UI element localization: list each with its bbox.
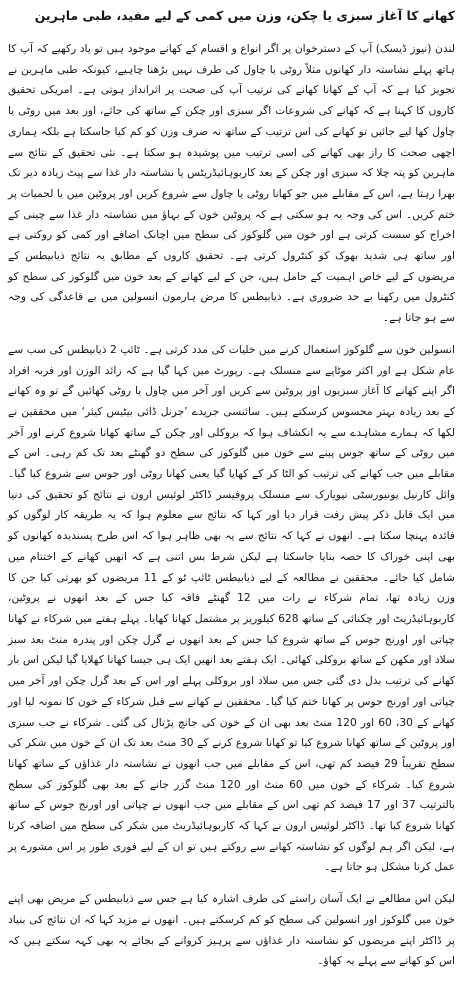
article-paragraph: انسولین خون سے گلوکوز استعمال کرنے میں خلیات کی مدد کرتی ہے۔ ٹائپ 2 ذیابیطس کی سب سے عام شکل ہے اور اکثر موٹاپے سے منسلک ہے۔ رپورٹ میں کہا گیا ہے کہ زائد الوزن اور فربہ افراد اگر اپنے کھانے کا آغاز سبزیوں اور پروٹین سے کریں اور آخر میں چاول یا روٹی کھائیں گے تو وہ کھانے کے بعد زیادہ بہتر محسوس کرسکتے ہیں۔ سائنسی جریدے ’جرنل ڈائی بیٹیس کیئر‘ میں محققین نے لکھا کہ ہمارے مشاہدے سے یہ انکشاف ہوا کہ بروکلی اور چکن کے ساتھ کھانا شروع کرنے اور آخر میں روٹی کے ساتھ جوس پینے سے خون میں گلوکوز کی سطح دو گھنٹے بعد تک کم رہی۔ اس کے مقابلے میں جب کھانے کی ترتیب کو الٹا کر کے کھایا گیا یعنی کھانا روٹی اور جوس سے شروع کیا گیا۔ وائل کارنیل یونیورسٹی نیویارک سے منسلک پروفیسر ڈاکٹر لوئیس ارون نے نتائج کو تحقیق کی دنیا میں ایک قابل ذکر پیش رفت قرار دیا اور کہا کہ نتائج سے معلوم ہوا کہ یہ طریقہ کار لوگوں کو فائدہ پہنچا سکتا ہے۔ انھوں نے کہا کہ نتائج سے یہ بھی ظاہر ہوا کہ اس طرح پسندیدہ کھانوں کو بھی اپنی خوراک کا حصہ بنایا جاسکتا ہے لیکن شرط بس اتنی ہے کہ انھیں کھانے کے اختتام میں شامل کیا جائے۔ محققین نے مطالعہ کے لیے ذیابیطس ٹائپ ٹو کے 11 مریضوں کو بھرتی کیا جن کا وزن زیادہ تھا، تمام شرکاء نے رات میں 12 گھنٹے فاقہ کیا جس کے بعد انھوں نے پروٹین، کاربوہائیڈریٹ اور چکنائی کے ساتھ 628 کیلوریز پر مشتمل کھانا کھایا۔ پہلے ہفتے میں شرکاء نے کھانا چپاتی اور اورنج جوس کے ساتھ شروع کیا جس کے بعد انھوں نے گرل چکن اور پندرہ منٹ بعد سبز سلاد اور مکھن کے ساتھ بروکلی کھائی۔ ایک ہفتے بعد انھیں ایک ہی جیسا کھانا کھلایا گیا لیکن اس بار کھانے کی ترتیب بدل دی گئی جس میں سلاد اور بروکلی پہلے اور اس کے بعد گرل چکن اور آخر میں چپاتی اور اورنج جوس پر کھانا ختم کیا گیا۔ محققین نے کھانے سے قبل شرکاء کے خون کا نمونہ لیا اور کھانے کے 30، 60 اور 120 منٹ بعد بھی ان کے خون کی جانچ پڑتال کی گئی۔ شرکاء نے جب سبزی اور پروٹین کے ساتھ کھانا شروع کیا تو کھانا شروع کرنے کے 30 منٹ بعد تک ان کے خون میں شکر کی سطح تقریباً 29 فیصد کم تھی، اس کے مقابلے میں جب انھوں نے نشاستہ دار غذاؤں کے ساتھ کھانا شروع کیا۔ شرکاء کے خون میں 60 منٹ اور 120 منٹ گزر جانے کے بعد بھی گلوکوز کی سطح بالترتیب 37 اور 17 فیصد کم تھی اس کے مقابلے میں جب انھوں نے چپاتی اور اورنج جوس کے ساتھ کھانا شروع کیا تھا۔ ڈاکٹر لوئیس ارون نے کہا کہ کاربوہائیڈریٹ میں شکر کی سطح میں اضافہ کرتا ہے، لیکن اگر ہم لوگوں کو نشاستہ کھانے سے روکتے ہیں تو ان کے لیے فوری طور پر اس مشورے پر عمل کرنا مشکل ہو جاتا ہے۔ xyxy=(8,342,455,874)
article-body xyxy=(8,39,455,972)
article-paragraph: لیکن اس مطالعے نے ایک آسان راستے کی طرف اشارہ کیا ہے جس سے ذیابیطس کے مریض بھی اپنے خون میں گلوکوز اور انسولین کی سطح کو کم کرسکتے ہیں۔ انھوں نے مزید کہا کہ ان نتائج کی بنیاد پر ڈاکٹر اپنے مریضوں کو نشاستہ دار غذاؤں سے پرہیز کروانے کے بجائے یہ بھی کہہ سکتے ہیں کہ اس کو کھانے سے پہلے یہ کھاؤ۔ xyxy=(8,892,455,968)
article-paragraph: لندن (نیوز ڈیسک) آپ کے دسترخوان پر اگر انواع و اقسام کے کھانے موجود ہیں تو یاد رکھیے کہ آپ کا ہاتھ پہلے نشاستہ دار کھانوں مثلاً روٹی یا چاول کی طرف نہیں بڑھنا چاہیے، کیونکہ طبی ماہرین نے تجویز کیا ہے کہ آپ کے کھانا کھانے کی ترتیب آپ کی صحت پر اثرانداز ہوتی ہے۔ امریکی تحقیق کاروں کا کہنا ہے کہ کھانے کی شروعات اگر سبزی اور چکن کے ساتھ کی جائے، اور بعد میں روٹی یا چاول کھا لیے جائیں تو کھانے کی اس ترتیب کے ساتھ نہ صرف وزن کو کم کیا جاسکتا ہے بلکہ ہماری اچھی صحت کا راز بھی کھانے کی اسی ترتیب میں پوشیدہ ہو سکتا ہے۔ نئی تحقیق کے نتائج سے ماہرین کو پتہ چلا کہ سبزی اور چکن کے بعد کاربوہائیڈریٹس یا نشاستہ دار غذا سے پیٹ زیادہ دیر تک بھرا رہتا ہے، اس کے مقابلے میں جو کھانا روٹی یا چاول سے شروع کریں اور پروٹین میں یا لحمیات پر ختم کریں۔ اس کی وجہ یہ ہو سکتی ہے کہ پروٹین خون کے بہاؤ میں نشاستہ دار غذا سے چینی کے اخراج کو سست کرتی ہے اور خون میں گلوکوز کی سطح میں اچانک اضافے اور کمی کو روکتی ہے اور ساتھ ہی شدید بھوک کو کنٹرول کرتی ہے۔ تحقیق کاروں کے مطابق یہ نتائج ذیابیطس کے مریضوں کے لیے خاص اہمیت کے حامل ہیں، جن کے لیے کھانے کے بعد خون میں گلوکوز کی سطح کو کنٹرول میں رکھنا بے حد ضروری ہے۔ ذیابیطس کا مرض ہارمون انسولین میں بے قاعدگی کی وجہ سے ہو جاتا ہے۔ xyxy=(8,42,455,325)
article-headline: کھانے کا آغاز سبزی یا چکن، وزن میں کمی کے لیے مفید، طبی ماہرین xyxy=(34,8,455,23)
